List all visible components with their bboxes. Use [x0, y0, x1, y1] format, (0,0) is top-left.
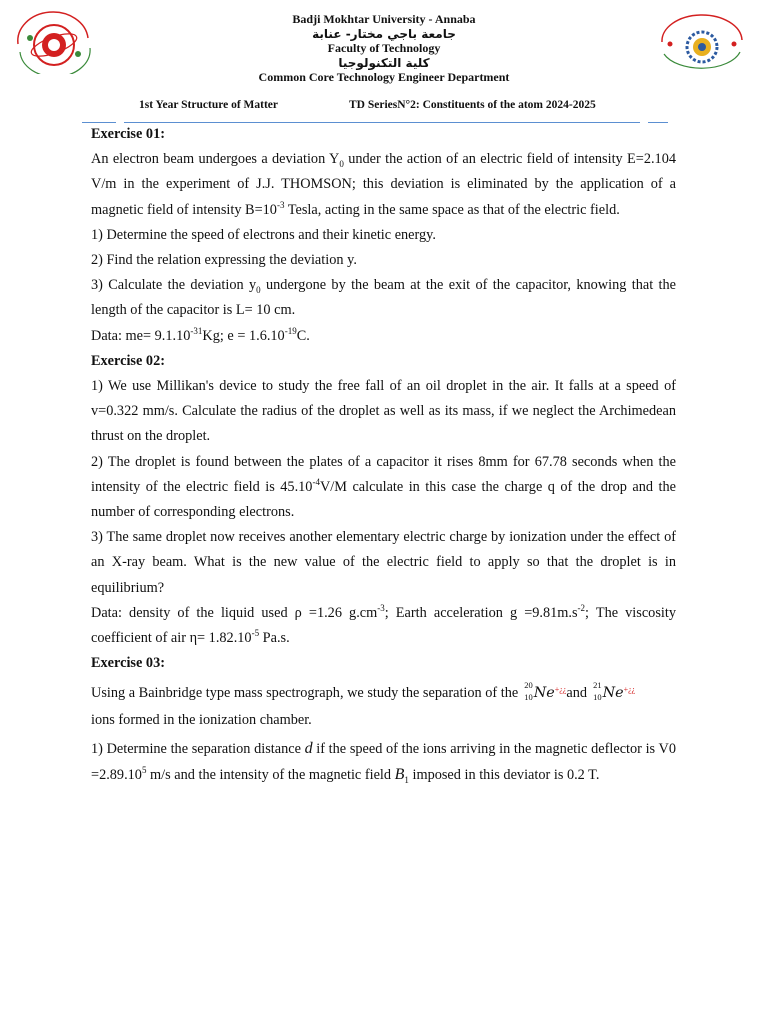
university-name-arabic: جامعة باجي مختار- عنابة [312, 26, 456, 41]
exercise-02-title: Exercise 02: [91, 352, 165, 369]
exercise-02-data: Data: density of the liquid used ρ =1.26 $g.cm^{-3}$; Earth acceleration $g =9.81m.s^{-2}$; The viscosity coefficient of air $\eta= 1.82.10^{-5}$ Pa.s. [91, 603, 676, 646]
exercise-03-title: Exercise 03: [91, 654, 165, 671]
exercise-03-statement: Using a Bainbridge type mass spectrograph, we study the separation of the 20 10 Ne+¿¿and 21 10 Ne+¿¿ ions formed in the ionization chamber. [91, 680, 636, 729]
exercise-01-data: Data: $me= 9.1.10^{-31}Kg$; $e = 1.6.10^{-19}C$. [91, 325, 310, 344]
exercise-01-title: Exercise 01: [91, 126, 165, 142]
exercise-02-question-2: 2) The droplet is found between the plates of a capacitor it rises 8mm for 67.78 seconds when the intensity of the electric field is $45.10^{-4}V/M$ calculate in this case the charge q of the drop and the number of corresponding electrons. [91, 453, 676, 521]
university-name: Badji Mokhtar University - Annaba [292, 12, 476, 26]
exercise-03-question-1: 1) Determine the separation distance d if the speed of the ions arriving in the magnetic deflector is $V0 =2.89.10^5$ m/s and the intensity of the magnetic field $B_1$ imposed in this deviator is 0.2 T. [91, 740, 676, 786]
document-body [91, 122, 676, 788]
neon-20-isotope: 20 10 [524, 680, 533, 703]
document-header [0, 12, 768, 85]
neon-21-isotope: 21 10 [593, 680, 602, 703]
faculty-name-arabic: كلية التكنولوجيا [338, 55, 430, 70]
faculty-name: Faculty of Technology [327, 41, 441, 55]
exercise-01-question-3: 3) Calculate the deviation $y_0$ undergone by the beam at the exit of the capacitor, knowing that the length of the capacitor is L= 10 cm. [91, 277, 676, 319]
exercise-01-question-2: 2) Find the relation expressing the deviation y. [91, 252, 357, 269]
department-name: Common Core Technology Engineer Department [258, 70, 510, 84]
series-title: TD SeriesN°2: Constituents of the atom 2024-2025 [349, 99, 596, 111]
exercise-01-statement: An electron beam undergoes a deviation $Y_0$ under the action of an electric field of intensity E=2.104 V/m in the experiment of J.J. THOMSON; this deviation is eliminated by the application of a magnetic field of intensity $B=10^{-3}$ Tesla, acting in the same space as that of the electric field. [91, 151, 676, 218]
exercise-01-question-1: 1) Determine the speed of electrons and their kinetic energy. [91, 226, 436, 243]
exercise-02-question-3: 3) The same droplet now receives another elementary electric charge by ionization under the effect of an X-ray beam. What is the new value of the electric field to apply so that the droplet is in equilibrium? [91, 529, 676, 596]
series-header [0, 99, 768, 115]
course-title: 1st Year Structure of Matter [139, 99, 279, 111]
exercise-02-question-1: 1) We use Millikan's device to study the free fall of an oil droplet in the air. It falls at a speed of v=0.322 mm/s. Calculate the radius of the droplet as well as its mass, if we neglect the Archimedean thrust on the droplet. [91, 378, 676, 445]
